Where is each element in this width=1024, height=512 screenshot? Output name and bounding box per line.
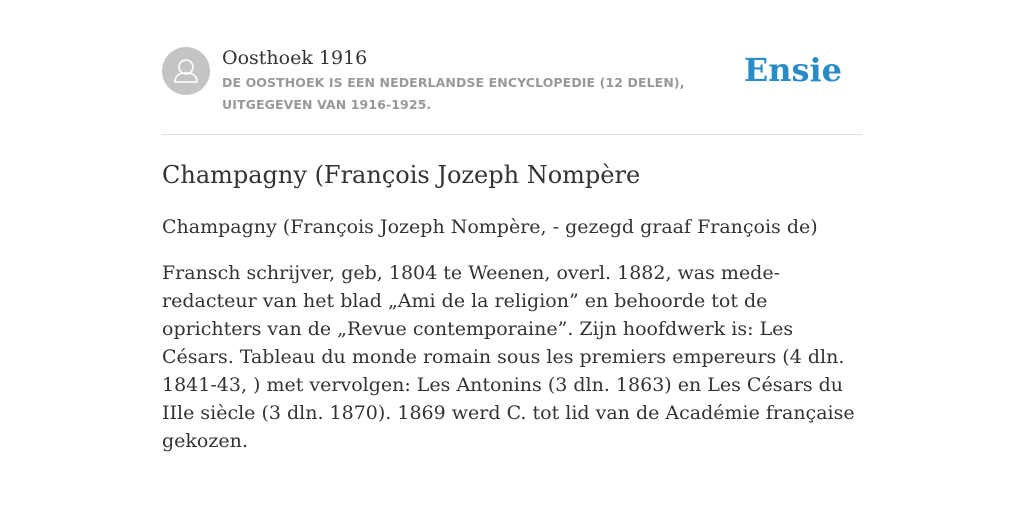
article-subtitle: Champagny (François Jozeph Nompère, - gezegd graaf François de) [162, 216, 818, 238]
source-title[interactable]: Oosthoek 1916 [222, 47, 368, 69]
user-icon [162, 47, 210, 95]
source-header [162, 0, 862, 135]
source-avatar[interactable] [162, 47, 210, 95]
source-description: DE OOSTHOEK IS EEN NEDERLANDSE ENCYCLOPEDIE (12 DELEN), UITGEGEVEN VAN 1916-1925. [222, 75, 685, 112]
article-body: Fransch schrijver, geb, 1804 te Weenen, overl. 1882, was mede-redacteur van het blad „Ami de la religion” en behoorde tot de oprichters van de „Revue contemporaine”. Zijn hoofdwerk is: Les Césars. Tableau du monde romain sous les premiers empereurs (4 dln. 1841-43, ) met vervolgen: Les Antonins (3 dln. 1863) en Les Césars du IIle siècle (3 dln. 1870). 1869 werd C. tot lid van de Académie française gekozen. [162, 262, 855, 452]
ensie-logo[interactable]: Ensie [743, 51, 842, 89]
page-container [162, 0, 862, 452]
article-title: Champagny (François Jozeph Nompère [162, 161, 641, 189]
